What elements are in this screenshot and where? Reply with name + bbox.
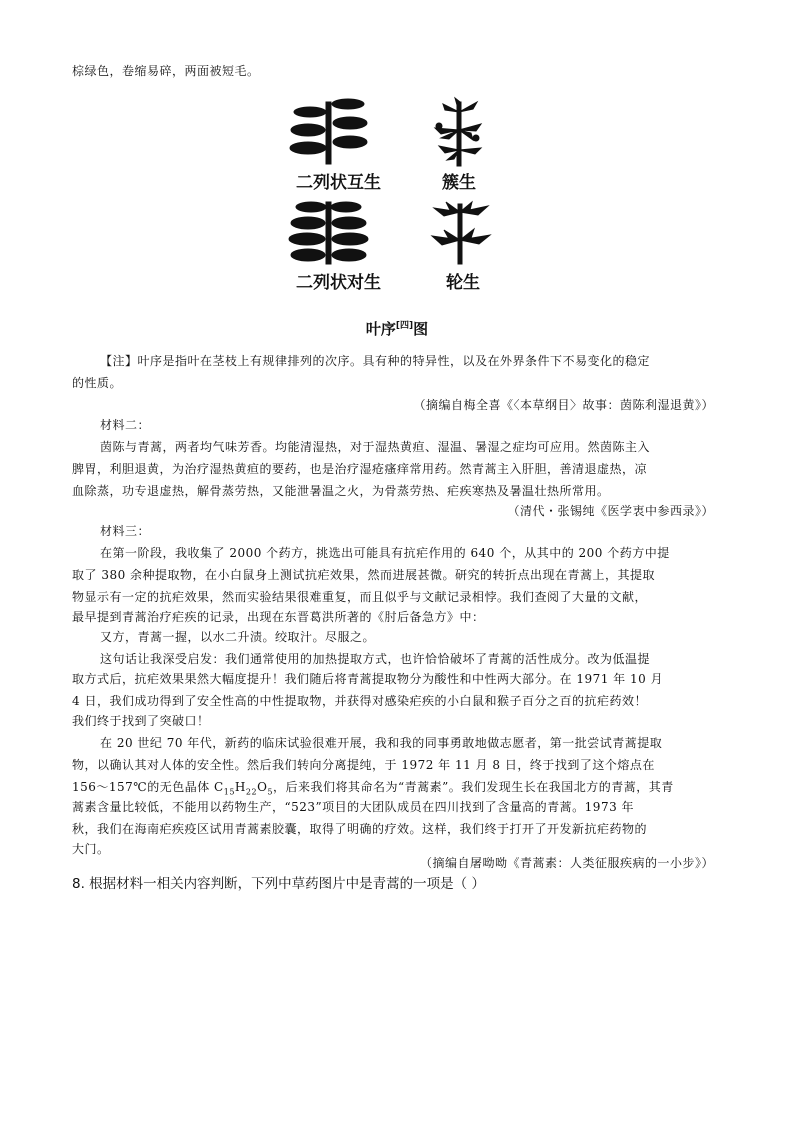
material2-line-3: 血除蒸，功专退虚热，解骨蒸劳热，又能泄暑温之火，为骨蒸劳热、疟疾寒热及暑温壮热所常用。 [72,484,610,498]
material3-p3-line-5: 秋，我们在海南疟疾疫区试用青蒿素胶囊，取得了明确的疗效。这样，我们终于打开了开发新抗疟药物的 [72,822,648,836]
caption-fascicled: 簇生 [442,173,476,193]
leaf-arrangement-figure [270,92,520,297]
fascicled-leaf-icon [435,98,481,166]
note-source: （摘编自梅全喜《〈本草纲目〉故事：茵陈利湿退黄》） [413,398,714,412]
figure-title-note: [四] [395,321,414,331]
material3-p1-line-3: 物显示有一定的抗疟效果，然而实验结果很难重复，而且似乎与文献记录相悖。我们查阅了大量的文献， [72,590,648,604]
whorled-leaf-icon [432,202,490,264]
material3-p1-line-1: 在第一阶段，我收集了 2000 个药方，挑选出可能具有抗疟作用的 640 个，从其中的 200 个药方中提 [100,546,670,560]
material3-p2-line-4: 我们终于找到了突破口！ [72,714,210,728]
material3-p2-line-1: 这句话让我深受启发：我们通常使用的加热提取方式，也许恰恰破坏了青蒿的活性成分。改为低温提 [100,652,651,666]
material3-p3-line-3: 156～157℃的无色晶体 $C_{15}H_{22}O_5$，后来我们将其命名为“青蒿素”。我们发现生长在我国北方的青蒿，其青 [72,780,674,797]
figure-title: 叶序[四]图 [365,320,429,338]
caption-alternate: 二列状互生 [296,173,381,193]
material3-quote: 又方，青蒿一握，以水二升渍。绞取汁。尽服之。 [100,630,376,644]
material3-p3-line-1: 在 20 世纪 70 年代，新药的临床试验很难开展，我和我的同事勇敢地做志愿者，第一批尝试青蒿提取 [100,736,663,750]
note-line-2: 的性质。 [72,376,123,390]
alternate-leaf-icon [290,99,367,164]
material2-source: （清代・张锡纯《医学衷中参西录》） [507,504,714,518]
caption-opposite: 二列状对生 [296,273,381,293]
caption-whorled: 轮生 [446,273,480,293]
material3-p3-line-4: 蒿素含量比较低，不能用以药物生产，“523”项目的大团队成员在四川找到了含量高的青蒿。1973 年 [72,800,635,814]
material3-p1-line-4: 最早提到青蒿治疗疟疾的记录，出现在东晋葛洪所著的《肘后备急方》中： [72,610,485,624]
leaf-arrangement-illustration [270,92,520,297]
opposite-leaf-icon [289,202,368,264]
question-8: 8. 根据材料一相关内容判断，下列中草药图片中是青蒿的一项是（ ） [72,876,485,892]
note-line-1: 【注】叶序是指叶在茎枝上有规律排列的次序。具有种的特异性，以及在外界条件下不易变化的稳定 [100,354,651,368]
material3-p3-line-6: 大门。 [72,842,110,856]
material2-heading: 材料二： [100,418,151,432]
material2-line-1: 茵陈与青蒿，两者均气味芳香。均能清湿热，对于湿热黄疸、湿温、暑湿之症均可应用。然茵陈主入 [100,440,651,454]
material3-p1-line-2: 取了 380 余种提取物，在小白鼠身上测试抗疟效果，然而进展甚微。研究的转折点出现在青蒿上，其提取 [72,568,656,582]
material3-p2-line-2: 取方式后，抗疟效果果然大幅度提升！我们随后将青蒿提取物分为酸性和中性两大部分。在 1971 年 10 月 [72,672,664,686]
material3-p3-line-2: 物，以确认其对人体的安全性。然后我们转向分离提纯，于 1972 年 11 月 8 日，终于找到了这个熔点在 [72,758,655,772]
material3-p2-line-3: 4 日，我们成功得到了安全性高的中性提取物，并获得对感染疟疾的小白鼠和猴子百分之百的抗疟药效！ [72,694,647,708]
material2-line-2: 脾胃，利胆退黄，为治疗湿热黄疸的要药，也是治疗湿疮瘙痒常用药。然青蒿主入肝胆，善清退虚热，凉 [72,462,648,476]
material3-heading: 材料三： [100,524,151,538]
intro-line: 棕绿色，卷缩易碎，两面被短毛。 [72,64,260,78]
material3-source: （摘编自屠呦呦《青蒿素：人类征服疾病的一小步》） [419,856,714,870]
